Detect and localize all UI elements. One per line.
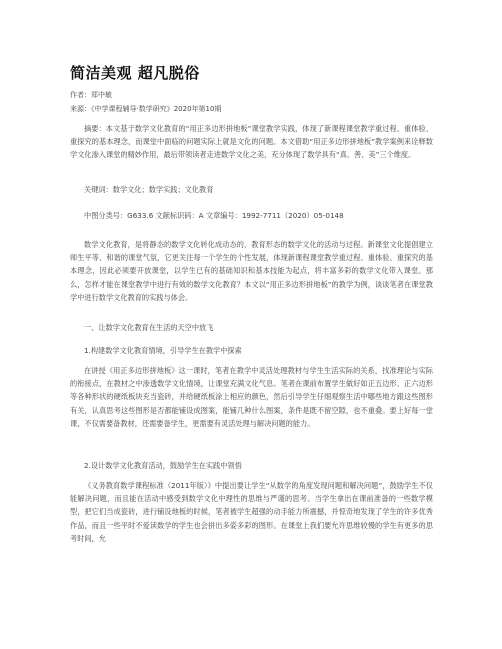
- intro-paragraph: 数学文化教育，是将静态的数学文化转化成动态的、教育形态的数学文化的活动与过程。新课堂文化提倡建立师生平等、和谐的课堂气氛，它更关注每一个学生的个性发展，体现新课程课堂教学重过程、重体验、重探究的基本理念，因此必须要开放课堂，以学生已有的基础知识和基本技能为起点，将丰富多彩的数学文化带入课堂。那么，怎样才能在课堂教学中进行有效的数学文化教育？本文以“用正多边形拼地板”的教学为例，谈谈笔者在课堂教学中进行数学文化教育的实践与体会。: [70, 240, 433, 302]
- subsection-heading-1: 1.构建数学文化教育情境，引导学生在教学中探索: [84, 346, 242, 355]
- article-title: 简洁美观 超凡脱俗: [70, 64, 200, 82]
- keywords-line: 关键词：数学文化；数学实践；文化教育: [84, 185, 214, 194]
- section-heading: 一、让数学文化教育在生活的天空中放飞: [84, 323, 214, 332]
- author-line: 作者：郑中敏: [70, 91, 112, 99]
- abstract-paragraph: 摘要：本文基于数学文化教育的“用正多边形拼地板”课堂教学实践，体现了新课程课堂教学重过程、重体验、重探究的基本理念，而课堂中面临的问题实际上就是文化的问题。本文借助“用正多边形拼地板”教学案例来诠释数学文化渗入课堂的精妙作用，最后带领读者走进数学文化之美，充分体现了数学具有“真、善、美”三个维度。: [70, 124, 433, 160]
- subsection-body-1: 在讲授《用正多边形拼地板》这一课时，笔者在教学中灵活处理教材与学生生活实际的关系，找准理论与实际的衔接点，在教材之中渗透数学文化情境，让课堂充满文化气息。笔者在课前布置学生做好如正五边形、正六边形等各种形状的硬纸板块充当瓷砖，并给硬纸板涂上相应的颜色，然后引导学生仔细观察生活中哪些地方跟这些图形有关，认真思考这些图形是否都能铺设成图案，能铺几种什么图案，条件是既不留空隙，也不重叠。要上好每一堂课，不仅需要备教材，还需要备学生，更需要有灵活处理与解决问题的能力。: [70, 366, 433, 428]
- subsection-heading-2: 2.设计数学文化教育活动，鼓励学生在实践中领悟: [84, 461, 242, 470]
- classification-line: 中图分类号：G633.6 文献标识码：A 文章编号：1992-7711（2020）05-0148: [84, 211, 344, 220]
- source-line: 来源：《中学课程辅导·数学研究》2020年第10期: [70, 105, 222, 113]
- subsection-body-2: 《义务教育数学课程标准（2011年版）》中提出要让学生“从数学的角度发现问题和解决问题”，鼓励学生不仅能解决问题，而且能在活动中感受到数学文化中理性的思维与严谨的思考。当学生拿出在课前准备的一些数学模型，把它们当成瓷砖，进行铺设地板的时候，笔者被学生超强的动手能力所震撼，并惊奇地发现了学生的许多优秀作品，而且一些平时不爱读数学的学生也会拼出多姿多彩的图形。在课堂上我们要允许思维较慢的学生有更多的思考时间，允: [70, 481, 433, 543]
